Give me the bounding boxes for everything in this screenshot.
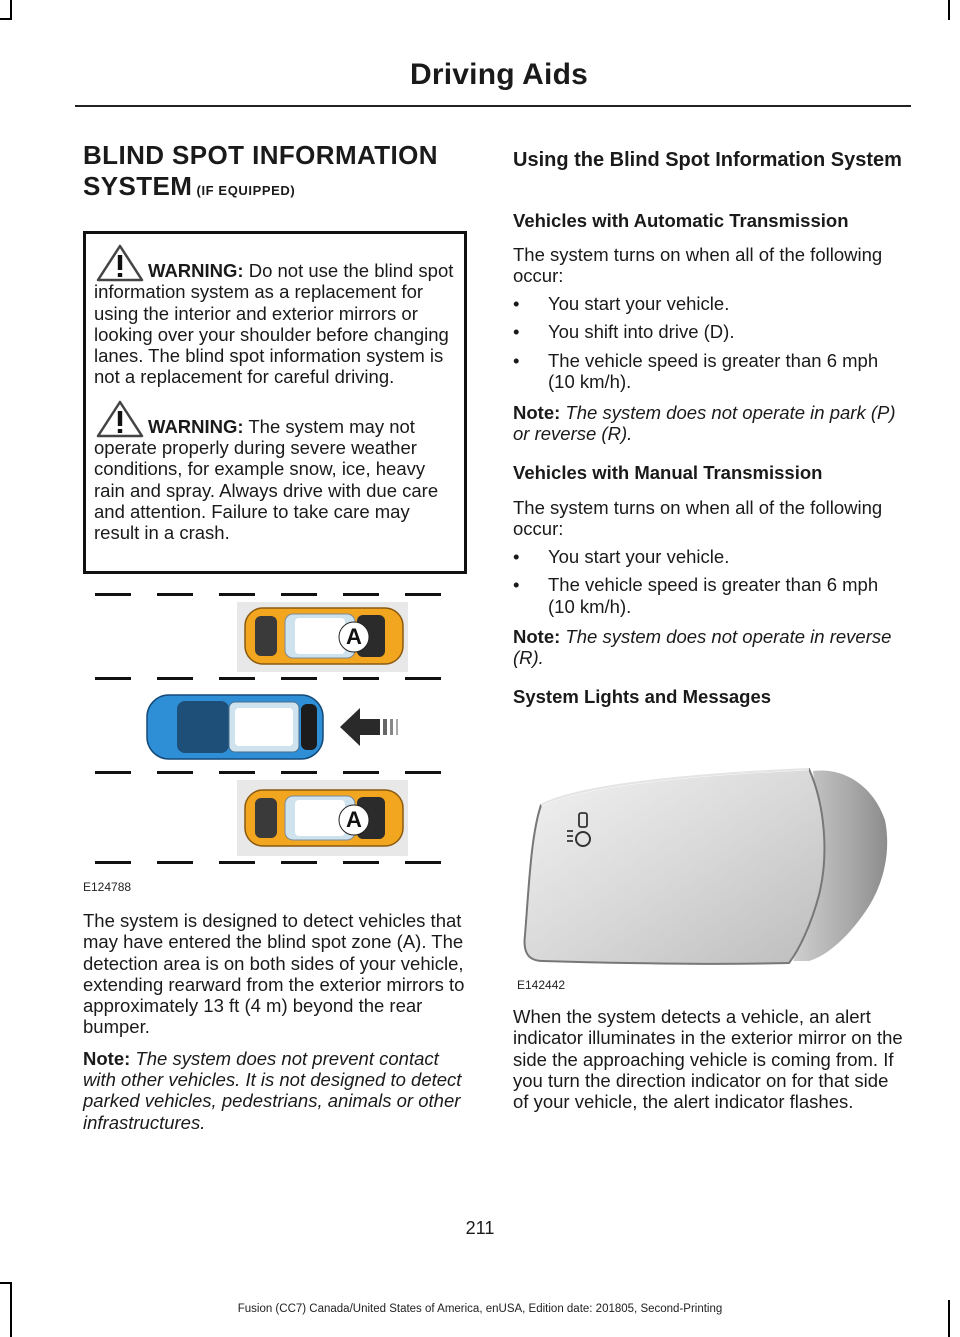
note [83, 1048, 475, 1133]
target-car-bottom [245, 790, 403, 846]
crop-mark-bottom-left-h [0, 1282, 12, 1284]
list-item: • You start your vehicle. [513, 546, 908, 567]
note-text: The system does not operate in reverse (R). [513, 626, 892, 669]
lights-heading: System Lights and Messages [513, 686, 772, 707]
manual-conditions-list [513, 546, 908, 617]
body-text-block [83, 910, 475, 1133]
note-label: Note: [513, 626, 561, 647]
warning-2 [94, 400, 456, 544]
note-label: Note: [83, 1047, 131, 1069]
blind-spot-lane-diagram [95, 580, 460, 870]
warning-text: Do not use the blind spot information system as a replacement for using the interior and exterior mirrors or looking over your shoulder before changing lanes. The blind spot information system is not a replacement for careful driving. [94, 260, 454, 388]
list-item: • The vehicle speed is greater than 6 mph (10 km/h). [513, 574, 908, 617]
footer-text: Fusion (CC7) Canada/United States of America, enUSA, Edition date: 201805, Second-Printing [237, 1303, 723, 1315]
callout-a-top: A [346, 624, 362, 649]
callout-a-bottom: A [346, 807, 362, 832]
list-item: • The vehicle speed is greater than 6 mph (10 km/h). [513, 350, 908, 393]
warning-triangle-icon [96, 400, 144, 438]
heading-line-2: SYSTEM [83, 171, 193, 201]
auto-conditions-list [513, 293, 908, 392]
body-paragraph: The system is designed to detect vehicles that may have entered the blind spot zone (A). The detection area is on both sides of your vehicle, extending rearward from the exterior mirrors to approximately 13 ft (4 m) beyond the rear bumper. [83, 910, 465, 1038]
approach-arrow-icon [340, 708, 398, 746]
crop-mark-top-left-h [0, 18, 12, 20]
manual-transmission-heading: Vehicles with Manual Transmission [513, 462, 823, 483]
own-car [147, 695, 323, 759]
lights-paragraph: When the system detects a vehicle, an alert indicator illuminates in the exterior mirror on the side the approaching vehicle is coming from. If you turn the direction indicator on for that side of your vehicle, the alert indicator flashes. [513, 1006, 903, 1113]
warning-triangle-icon [96, 244, 144, 282]
figure-code: E142442 [517, 978, 566, 992]
warning-text: The system may not operate properly during severe weather conditions, for example snow, ice, heavy rain and spray. Always drive with due care and attention. Failure to take care may result in a crash. [94, 415, 439, 544]
page-number: 211 [465, 1218, 495, 1238]
heading-line-1: BLIND SPOT INFORMATION [83, 140, 438, 170]
auto-transmission-heading: Vehicles with Automatic Transmission [513, 210, 849, 231]
heading-suffix: (IF EQUIPPED) [192, 183, 296, 198]
list-item: • You shift into drive (D). [513, 321, 908, 342]
header-divider [75, 105, 911, 107]
left-column [83, 140, 473, 1133]
manual-intro: The system turns on when all of the following occur: [513, 497, 883, 540]
auto-note [513, 402, 908, 445]
note-label: Note: [513, 402, 561, 423]
crop-mark-top-left-v [10, 0, 12, 20]
manual-note [513, 626, 908, 669]
note-text: The system does not prevent contact with other vehicles. It is not designed to detect parked vehicles, pedestrians, animals or other infrastructures. [83, 1047, 462, 1133]
page-title: Driving Aids [410, 58, 588, 91]
auto-intro: The system turns on when all of the following occur: [513, 244, 883, 287]
side-mirror-illustration [513, 765, 893, 985]
warning-box [83, 231, 467, 574]
section-heading [83, 140, 473, 206]
warning-label: WARNING: [148, 260, 244, 281]
list-item: • You start your vehicle. [513, 293, 908, 314]
crop-mark-top-right-v [948, 0, 950, 20]
warning-label: WARNING: [148, 415, 244, 437]
subsection-heading: Using the Blind Spot Information System [513, 149, 902, 171]
warning-1 [94, 244, 456, 388]
figure-code: E124788 [83, 880, 132, 894]
note-text: The system does not operate in park (P) or reverse (R). [513, 402, 896, 445]
target-car-top [245, 608, 403, 664]
